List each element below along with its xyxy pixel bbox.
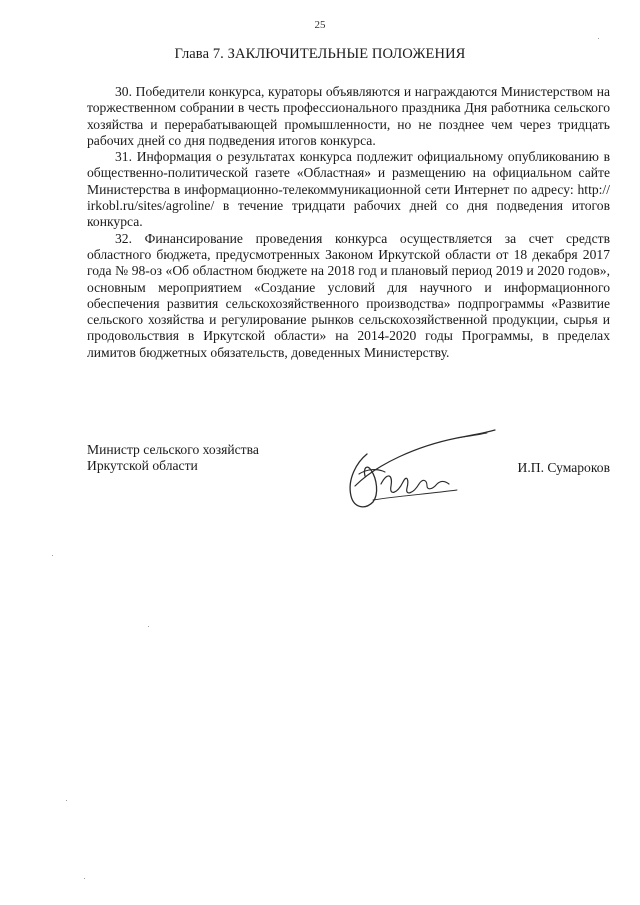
- signer-position: [87, 442, 307, 475]
- chapter-title: Глава 7. ЗАКЛЮЧИТЕЛЬНЫЕ ПОЛОЖЕНИЯ: [174, 46, 466, 62]
- scan-speck: [148, 626, 149, 627]
- signer-position-line-2: Иркутской области: [87, 458, 198, 474]
- signer-name: И.П. Сумароков: [517, 460, 610, 475]
- scan-speck: [66, 800, 67, 801]
- signer-position-line-1: Министр сельского хозяйства: [87, 442, 259, 457]
- document-body: [87, 84, 610, 361]
- handwritten-signature: [337, 424, 507, 524]
- paragraph-30: 30. Победители конкурса, кураторы объявляются и награждаются Министерством на торжественном собрании в честь профессионального праздника Дня работника сельского хозяйства и перерабатывающей промышленности, но не позднее чем через тридцать рабочих дней со дня подведения итогов конкурса.: [87, 84, 610, 148]
- signature-block: [87, 442, 610, 532]
- page-number: 25: [314, 19, 326, 31]
- scan-speck: [84, 878, 85, 879]
- paragraph-32: 32. Финансирование проведения конкурса осуществляется за счет средств областного бюджета, предусмотренных Законом Иркутской области от 18 декабря 2017 года № 98-оз «Об областном бюджете на 2018 год и плановый период 2019 и 2020 годов», основным мероприятием «Создание условий для научного и информационного обеспечения развития сельскохозяйственного производства» подпрограммы «Развитие сельского хозяйства и регулирование рынков сельскохозяйственной продукции, сырья и продовольствия в Иркутской области» на 2014-2020 годы Программы, в пределах лимитов бюджетных обязательств, доведенных Министерству.: [87, 230, 610, 360]
- scan-speck: [52, 555, 53, 556]
- paragraph-31: 31. Информация о результатах конкурса подлежит официальному опубликованию в общественно-политической газете «Областная» и размещению на официальном сайте Министерства в информационно-телекоммуникационной сети Интернет по адресу: http:// irkobl.ru/sites/agroline/ в течение тридцати рабочих дней со дня подведения итогов конкурса.: [87, 149, 610, 230]
- scan-speck: [598, 38, 599, 39]
